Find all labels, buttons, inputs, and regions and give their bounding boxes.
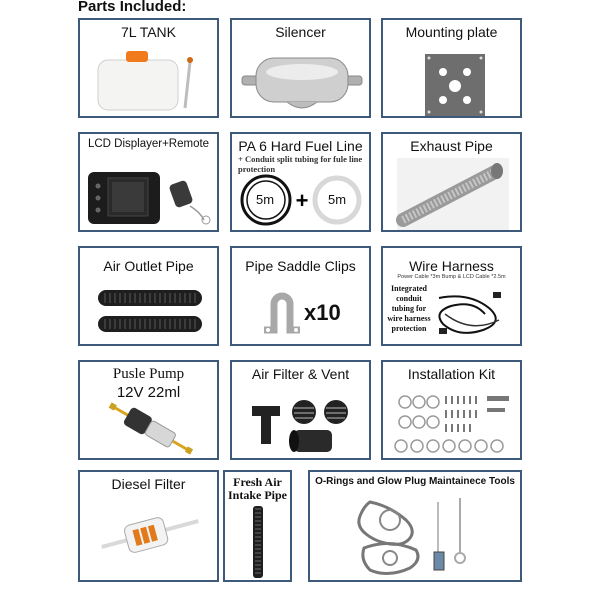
part-label: Mounting plate bbox=[405, 24, 498, 40]
fresh-air-pipe-icon bbox=[225, 472, 292, 582]
exhaust-pipe-icon bbox=[383, 134, 522, 232]
mounting-plate-icon bbox=[383, 20, 522, 118]
part-cell-diesel-filter bbox=[78, 470, 219, 582]
part-label: Installation Kit bbox=[407, 366, 496, 382]
part-cell-pulse-pump bbox=[78, 360, 219, 460]
part-cell-fresh-air-pipe bbox=[223, 470, 292, 582]
svg-text:+: + bbox=[295, 188, 309, 213]
part-cell-air-outlet-pipe bbox=[78, 246, 219, 346]
part-cell-saddle-clips bbox=[230, 246, 371, 346]
fuel-tank-icon bbox=[80, 20, 219, 118]
part-cell-installation-kit bbox=[381, 360, 522, 460]
wire-harness-icon bbox=[383, 248, 522, 346]
part-cell-silencer bbox=[230, 18, 371, 118]
diesel-filter-icon bbox=[80, 472, 219, 582]
part-label: Air Outlet Pipe bbox=[103, 258, 194, 274]
part-subtitle: Power Cable *3m Bump & LCD Cable *2.5m bbox=[397, 274, 506, 280]
part-label: Air Filter & Vent bbox=[251, 366, 350, 382]
part-cell-mounting-plate bbox=[381, 18, 522, 118]
part-cell-tank bbox=[78, 18, 219, 118]
quantity-label: x10 bbox=[304, 300, 341, 325]
air-filter-icon bbox=[232, 362, 371, 460]
part-label: LCD Displayer+Remote bbox=[87, 138, 210, 150]
part-note: Integrated conduit tubing for wire harness protection bbox=[387, 284, 431, 333]
page-title: Parts Included: bbox=[78, 0, 187, 15]
silencer-icon bbox=[232, 20, 371, 118]
installation-kit-icon bbox=[383, 362, 522, 460]
part-cell-orings-tools bbox=[308, 470, 522, 582]
pulse-pump-icon bbox=[80, 362, 219, 460]
part-label: Wire Harness bbox=[409, 258, 494, 274]
lcd-remote-icon bbox=[80, 134, 219, 232]
part-cell-fuel-line bbox=[230, 132, 371, 232]
part-label: O-Rings and Glow Plug Maintainece Tools bbox=[315, 476, 515, 487]
air-outlet-pipe-icon bbox=[80, 248, 219, 346]
part-cell-air-filter-vent bbox=[230, 360, 371, 460]
part-label: Pipe Saddle Clips bbox=[245, 258, 356, 274]
fuel-line-icon bbox=[232, 134, 371, 232]
part-cell-exhaust-pipe bbox=[381, 132, 522, 232]
part-label: Fresh Air Intake Pipe bbox=[227, 475, 287, 502]
part-subtitle: 12V 22ml bbox=[116, 384, 181, 401]
part-label: Pusle Pump bbox=[112, 366, 185, 382]
part-label: Exhaust Pipe bbox=[410, 138, 493, 154]
saddle-clip-icon bbox=[232, 248, 371, 346]
part-cell-wire-harness bbox=[381, 246, 522, 346]
o-ring-tools-icon bbox=[310, 472, 522, 582]
length-label-b: 5m bbox=[328, 192, 347, 207]
part-label: PA 6 Hard Fuel Line bbox=[238, 138, 363, 154]
part-note: + Conduit split tubing for fule line protection bbox=[238, 154, 363, 174]
part-label: Diesel Filter bbox=[111, 476, 186, 492]
part-label: 7L TANK bbox=[121, 24, 176, 40]
part-label: Silencer bbox=[275, 24, 326, 40]
length-label-a: 5m bbox=[256, 192, 275, 207]
part-cell-lcd-remote bbox=[78, 132, 219, 232]
